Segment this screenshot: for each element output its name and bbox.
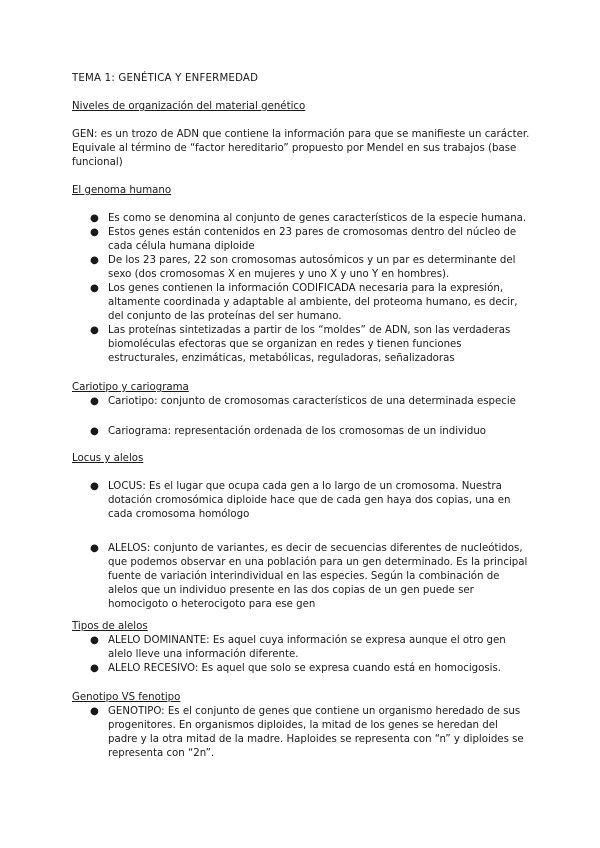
list-item-text: Los genes contienen la información CODIFICADA necesaria para la expresión, altamente coordinada y adaptable al ambiente, del proteoma humano, es decir, del conjunto de las proteínas del ser humano. bbox=[108, 283, 518, 322]
list-item bbox=[90, 226, 530, 254]
bullet-icon: ● bbox=[90, 325, 99, 336]
section-heading-niveles: Niveles de organización del material genético bbox=[72, 101, 306, 112]
list-item bbox=[90, 282, 530, 324]
list-item bbox=[90, 480, 530, 522]
list-item-text: ALELO DOMINANTE: Es aquel cuya información se expresa aunque el otro gen alelo lleve una información diferente. bbox=[108, 635, 506, 660]
list-item bbox=[90, 705, 530, 761]
bullet-icon: ● bbox=[90, 213, 99, 224]
list-item bbox=[90, 542, 530, 612]
list-item-text: Las proteínas sintetizadas a partir de los “moldes” de ADN, son las verdaderas biomoléculas efectoras que se organizan en redes y tienen funciones estructurales, enzimáticas, metabólicas, reguladoras, señalizadoras bbox=[108, 325, 511, 364]
list-item-text: ALELOS: conjunto de variantes, es decir de secuencias diferentes de nucleótidos, que podemos observar en una población para un gen determinado. Es la principal fuente de variación interindividual en las especies. Según la combinación de alelos que un individuo presente en las dos copias de un gen puede ser homocigoto o heterocigoto para ese gen bbox=[108, 543, 528, 610]
section-heading-genotipo: Genotipo VS fenotipo bbox=[72, 692, 181, 703]
list-item-text: Estos genes están contenidos en 23 pares de cromosomas dentro del núcleo de cada célula humana diploide bbox=[108, 227, 517, 252]
list-item bbox=[90, 395, 530, 409]
list-item-text: De los 23 pares, 22 son cromosomas autosómicos y un par es determinante del sexo (dos cromosomas X en mujeres y uno X y uno Y en hombres). bbox=[108, 255, 516, 280]
bullet-icon: ● bbox=[90, 426, 99, 437]
list-item bbox=[90, 254, 530, 282]
bullet-icon: ● bbox=[90, 255, 99, 266]
bullet-icon: ● bbox=[90, 543, 99, 554]
section-heading-locus: Locus y alelos bbox=[72, 453, 144, 464]
cariotipo-list bbox=[90, 395, 530, 439]
list-item-text: Cariotipo: conjunto de cromosomas característicos de una determinada especie bbox=[108, 396, 516, 407]
list-item bbox=[90, 212, 530, 226]
section-heading-genoma: El genoma humano bbox=[72, 185, 172, 196]
bullet-icon: ● bbox=[90, 396, 99, 407]
locus-list bbox=[90, 480, 530, 612]
genotipo-list bbox=[90, 705, 530, 761]
list-item bbox=[90, 324, 530, 366]
tipos-list bbox=[90, 634, 530, 676]
list-item-text: ALELO RECESIVO: Es aquel que solo se expresa cuando está en homocigosis. bbox=[108, 663, 502, 674]
bullet-icon: ● bbox=[90, 663, 99, 674]
list-item bbox=[90, 634, 530, 662]
gen-definition-paragraph: GEN: es un trozo de ADN que contiene la información para que se manifieste un carácter. Equivale al término de “factor hereditario” propuesto por Mendel en sus trabajos (base funcional) bbox=[72, 129, 530, 168]
document-title: TEMA 1: GENÉTICA Y ENFERMEDAD bbox=[72, 73, 259, 84]
bullet-icon: ● bbox=[90, 706, 99, 717]
bullet-icon: ● bbox=[90, 481, 99, 492]
list-item-text: Cariograma: representación ordenada de los cromosomas de un individuo bbox=[108, 426, 487, 437]
bullet-icon: ● bbox=[90, 227, 99, 238]
list-item bbox=[90, 662, 530, 676]
list-item-text: GENOTIPO: Es el conjunto de genes que contiene un organismo heredado de sus progenitores. En organismos diploides, la mitad de los genes se heredan del padre y la otra mitad de la madre. Haploides se representa con “n” y diploides se representa con “2n”. bbox=[108, 706, 524, 759]
list-item-text: LOCUS: Es el lugar que ocupa cada gen a lo largo de un cromosoma. Nuestra dotación cromosómica diploide hace que de cada gen haya dos copias, una en cada cromosoma homólogo bbox=[108, 481, 511, 520]
section-heading-cariotipo: Cariotipo y cariograma bbox=[72, 382, 189, 393]
bullet-icon: ● bbox=[90, 283, 99, 294]
bullet-icon: ● bbox=[90, 635, 99, 646]
list-item bbox=[90, 425, 530, 439]
list-item-text: Es como se denomina al conjunto de genes característicos de la especie humana. bbox=[108, 213, 527, 224]
section-heading-tipos: Tipos de alelos bbox=[72, 621, 148, 632]
genoma-list bbox=[90, 212, 530, 366]
